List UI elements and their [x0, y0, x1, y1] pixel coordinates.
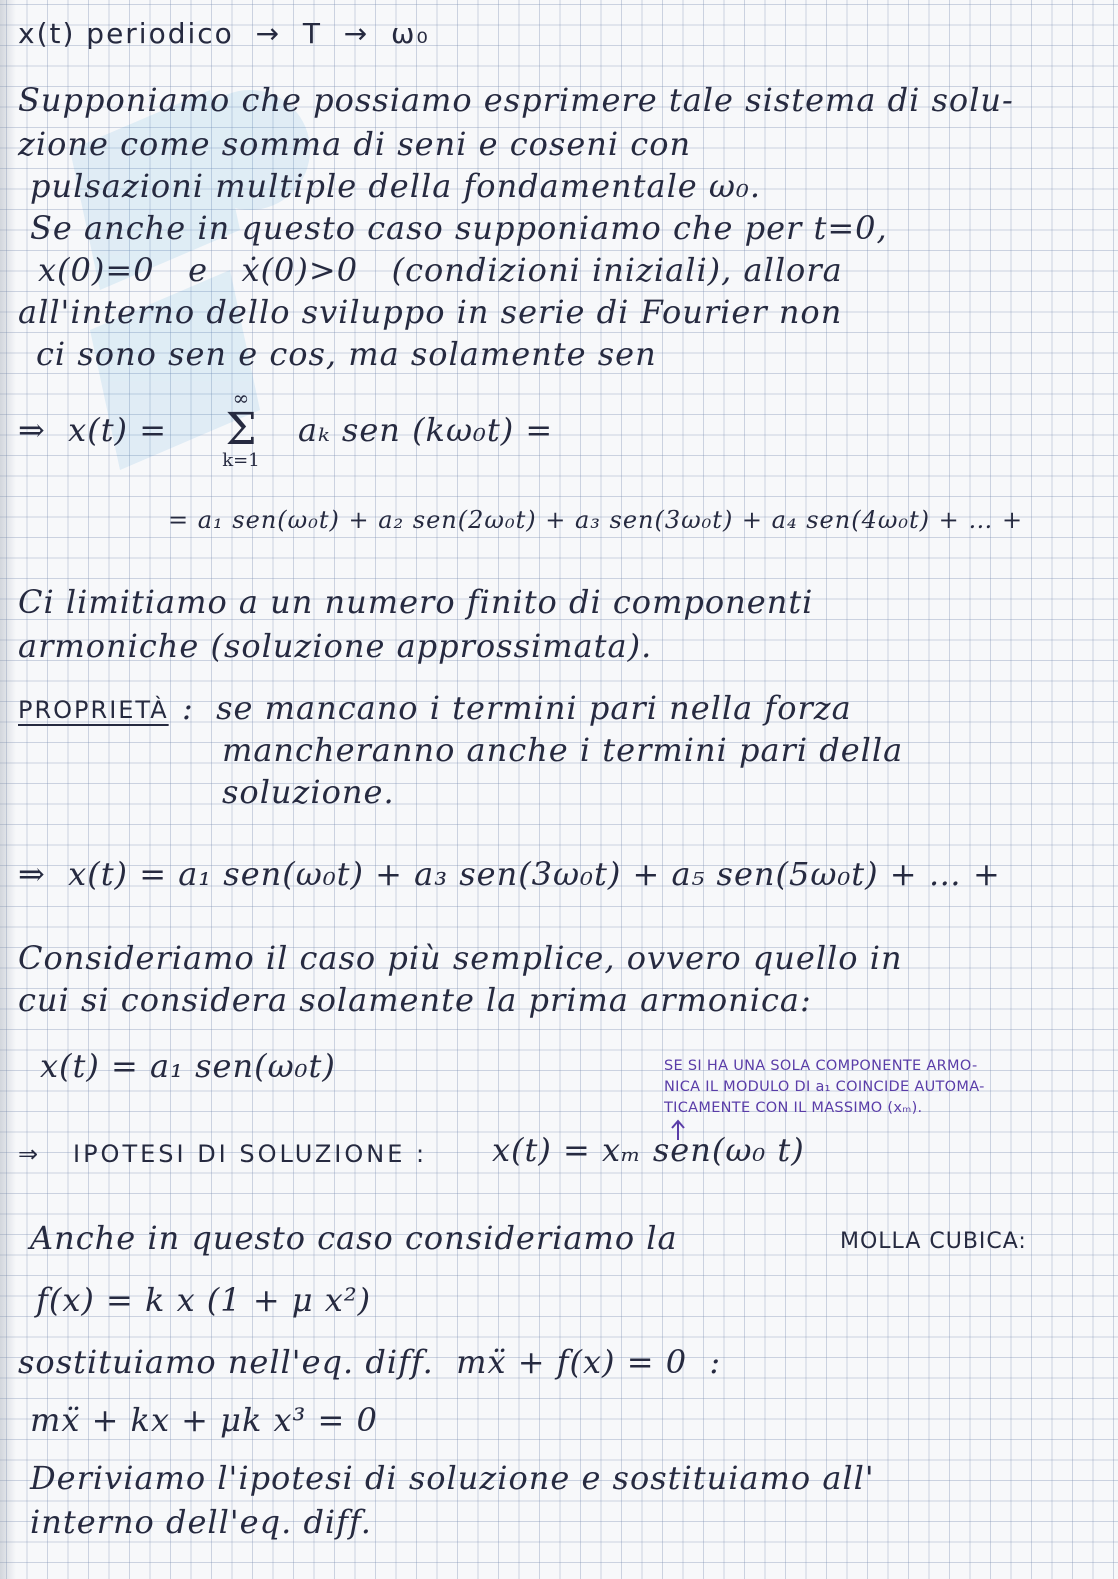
page-edge-shadow	[0, 0, 16, 1579]
equation-motion: mẍ + kx + μk x³ = 0	[30, 1401, 378, 1439]
sum-symbol: Σ	[225, 404, 257, 455]
equation-hypothesis: x(t) = xₘ sen(ω₀ t)	[492, 1131, 805, 1169]
equation-spring-force: f(x) = k x (1 + μ x²)	[36, 1281, 372, 1319]
text-line: sostituiamo nell'eq. diff. mẍ + f(x) = 0 :	[18, 1343, 722, 1381]
equation-odd-terms: ⇒ x(t) = a₁ sen(ω₀t) + a₃ sen(3ω₀t) + a₅ sen(5ω₀t) + … +	[18, 855, 1001, 893]
text-line: : se mancano i termini pari nella forza	[182, 689, 852, 727]
text-line: pulsazioni multiple della fondamentale ω₀.	[30, 167, 761, 205]
margin-note-line: SE SI HA UNA SOLA COMPONENTE ARMO-	[664, 1058, 978, 1074]
text-line: Supponiamo che possiamo esprimere tale sistema di solu-	[18, 81, 1014, 119]
text-line: armoniche (soluzione approssimata).	[18, 627, 653, 665]
text-line: Se anche in questo caso supponiamo che per t=0,	[30, 209, 888, 247]
text-line: cui si considera solamente la prima armonica:	[18, 981, 812, 1019]
text-line: all'interno dello sviluppo in serie di Fourier non	[18, 293, 843, 331]
text-line: Consideriamo il caso più semplice, ovvero quello in	[18, 939, 903, 977]
text-line: soluzione.	[222, 773, 395, 811]
summation-sign	[198, 386, 284, 471]
equation-series-expanded: = a₁ sen(ω₀t) + a₂ sen(2ω₀t) + a₃ sen(3ω₀t) + a₄ sen(4ω₀t) + … +	[168, 506, 1024, 534]
text-line: Deriviamo l'ipotesi di soluzione e sostituiamo all'	[30, 1459, 875, 1497]
text-line: zione come somma di seni e coseni con	[18, 125, 692, 163]
text-line: x(0)=0 e ẋ(0)>0 (condizioni iniziali), allora	[38, 251, 843, 289]
property-label: PROPRIETÀ	[18, 696, 169, 724]
sum-lower-limit: k=1	[222, 450, 260, 471]
text-line: Ci limitiamo a un numero finito di componenti	[18, 583, 814, 621]
heading-periodic: x(t) periodico → T → ω₀	[18, 17, 430, 50]
sum-upper-limit: ∞	[232, 386, 250, 410]
text-line: mancheranno anche i termini pari della	[222, 731, 904, 769]
equation-series-rhs: aₖ sen (kω₀t) =	[298, 411, 554, 449]
margin-note-line: NICA IL MODULO DI a₁ COINCIDE AUTOMA-	[664, 1079, 985, 1095]
text-line: ci sono sen e cos, ma solamente sen	[36, 335, 657, 373]
text-line: interno dell'eq. diff.	[30, 1503, 372, 1541]
text-line: Anche in questo caso consideriamo la	[30, 1219, 678, 1257]
equation-first-harmonic: x(t) = a₁ sen(ω₀t)	[40, 1047, 336, 1085]
cubic-spring-label: MOLLA CUBICA:	[840, 1229, 1027, 1254]
equation-series-lhs: ⇒ x(t) =	[18, 411, 168, 449]
margin-note-line: TICAMENTE CON IL MASSIMO (xₘ).	[664, 1100, 923, 1116]
hypothesis-label: ⇒ IPOTESI DI SOLUZIONE :	[18, 1140, 428, 1168]
